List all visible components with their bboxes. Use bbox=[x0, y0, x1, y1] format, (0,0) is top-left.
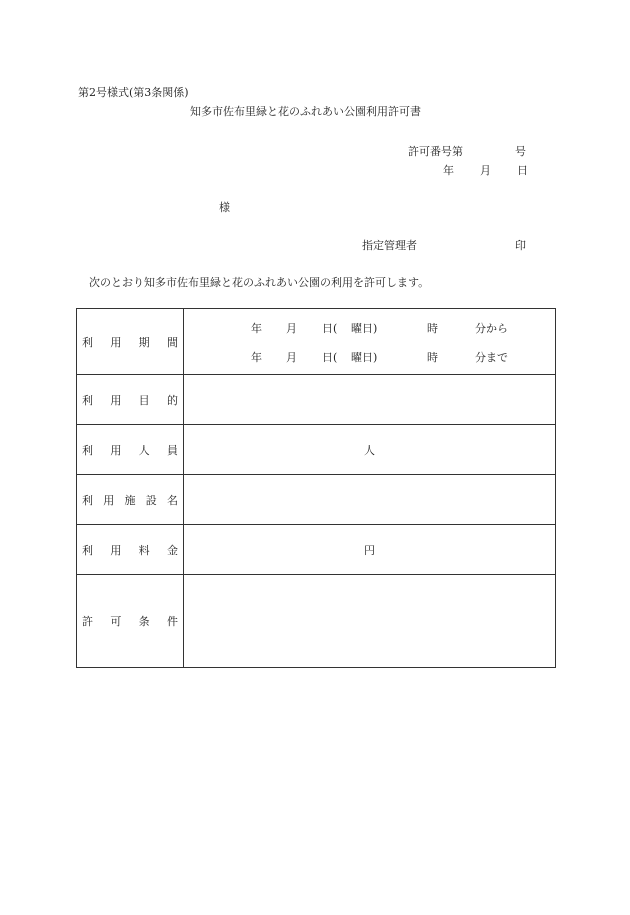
label-purpose bbox=[77, 375, 184, 425]
intro-text: 次のとおり知多市佐布里緑と花のふれあい公園の利用を許可します。 bbox=[89, 276, 430, 289]
period-to-line bbox=[184, 349, 556, 363]
from-day: 日( bbox=[322, 322, 338, 335]
fee-unit: 円 bbox=[364, 543, 375, 557]
label-conditions bbox=[77, 575, 184, 668]
label-char: 的 bbox=[166, 393, 178, 407]
conditions-value-cell[interactable] bbox=[184, 575, 556, 668]
label-period bbox=[77, 309, 184, 375]
to-minute: 分まで bbox=[475, 351, 508, 364]
to-hour: 時 bbox=[427, 351, 438, 364]
row-facility bbox=[77, 475, 556, 525]
issue-date-day: 日 bbox=[517, 164, 528, 177]
label-char: 用 bbox=[103, 493, 115, 507]
label-char: 用 bbox=[110, 443, 122, 457]
label-char: 金 bbox=[166, 543, 178, 557]
from-month: 月 bbox=[286, 322, 297, 335]
facility-value-cell[interactable] bbox=[184, 475, 556, 525]
label-char: 人 bbox=[138, 443, 150, 457]
label-char: 間 bbox=[166, 335, 178, 349]
document-title: 知多市佐布里緑と花のふれあい公園利用許可書 bbox=[190, 105, 421, 118]
issue-date-month: 月 bbox=[480, 164, 491, 177]
purpose-value-cell[interactable] bbox=[184, 375, 556, 425]
label-char: 可 bbox=[110, 615, 122, 628]
label-char: 利 bbox=[82, 543, 93, 557]
issuer-label: 指定管理者 bbox=[362, 239, 417, 252]
row-period bbox=[77, 309, 556, 375]
permit-number-line bbox=[408, 143, 526, 159]
to-month: 月 bbox=[286, 351, 297, 364]
row-fee bbox=[77, 525, 556, 575]
label-char: 用 bbox=[110, 393, 122, 407]
label-char: 条 bbox=[138, 615, 150, 628]
permit-number-label: 許可番号第 bbox=[408, 145, 463, 158]
label-char: 利 bbox=[82, 393, 93, 407]
row-persons bbox=[77, 425, 556, 475]
from-weekday: 曜日) bbox=[351, 322, 378, 335]
label-char: 利 bbox=[82, 443, 93, 457]
period-value-cell[interactable] bbox=[184, 309, 556, 375]
permit-table bbox=[76, 308, 556, 668]
label-char: 用 bbox=[110, 335, 122, 349]
to-day: 日( bbox=[322, 351, 338, 364]
to-year: 年 bbox=[251, 351, 262, 364]
period-from-line bbox=[184, 320, 556, 334]
label-persons bbox=[77, 425, 184, 475]
label-char: 目 bbox=[138, 393, 150, 407]
label-char: 施 bbox=[124, 493, 136, 507]
label-char: 名 bbox=[167, 493, 178, 507]
label-char: 件 bbox=[166, 615, 178, 628]
persons-value-cell[interactable] bbox=[184, 425, 556, 475]
label-char: 期 bbox=[138, 335, 150, 349]
label-char: 料 bbox=[138, 543, 150, 557]
addressee-suffix: 様 bbox=[219, 201, 230, 214]
label-char: 利 bbox=[82, 493, 93, 507]
label-char: 用 bbox=[110, 543, 122, 557]
label-facility bbox=[77, 475, 184, 525]
label-char: 利 bbox=[82, 335, 93, 349]
from-hour: 時 bbox=[427, 322, 438, 335]
label-fee bbox=[77, 525, 184, 575]
fee-value-cell[interactable] bbox=[184, 525, 556, 575]
permit-number-suffix: 号 bbox=[515, 145, 526, 158]
seal-mark: 印 bbox=[515, 239, 526, 252]
label-char: 許 bbox=[82, 615, 93, 628]
form-number: 第2号様式(第3条関係) bbox=[78, 86, 189, 99]
from-minute: 分から bbox=[475, 322, 508, 335]
issue-date-year: 年 bbox=[443, 164, 454, 177]
persons-unit: 人 bbox=[364, 443, 375, 457]
from-year: 年 bbox=[251, 322, 262, 335]
row-purpose bbox=[77, 375, 556, 425]
to-weekday: 曜日) bbox=[351, 351, 378, 364]
label-char: 設 bbox=[145, 493, 157, 507]
label-char: 員 bbox=[166, 443, 178, 457]
row-conditions bbox=[77, 575, 556, 668]
